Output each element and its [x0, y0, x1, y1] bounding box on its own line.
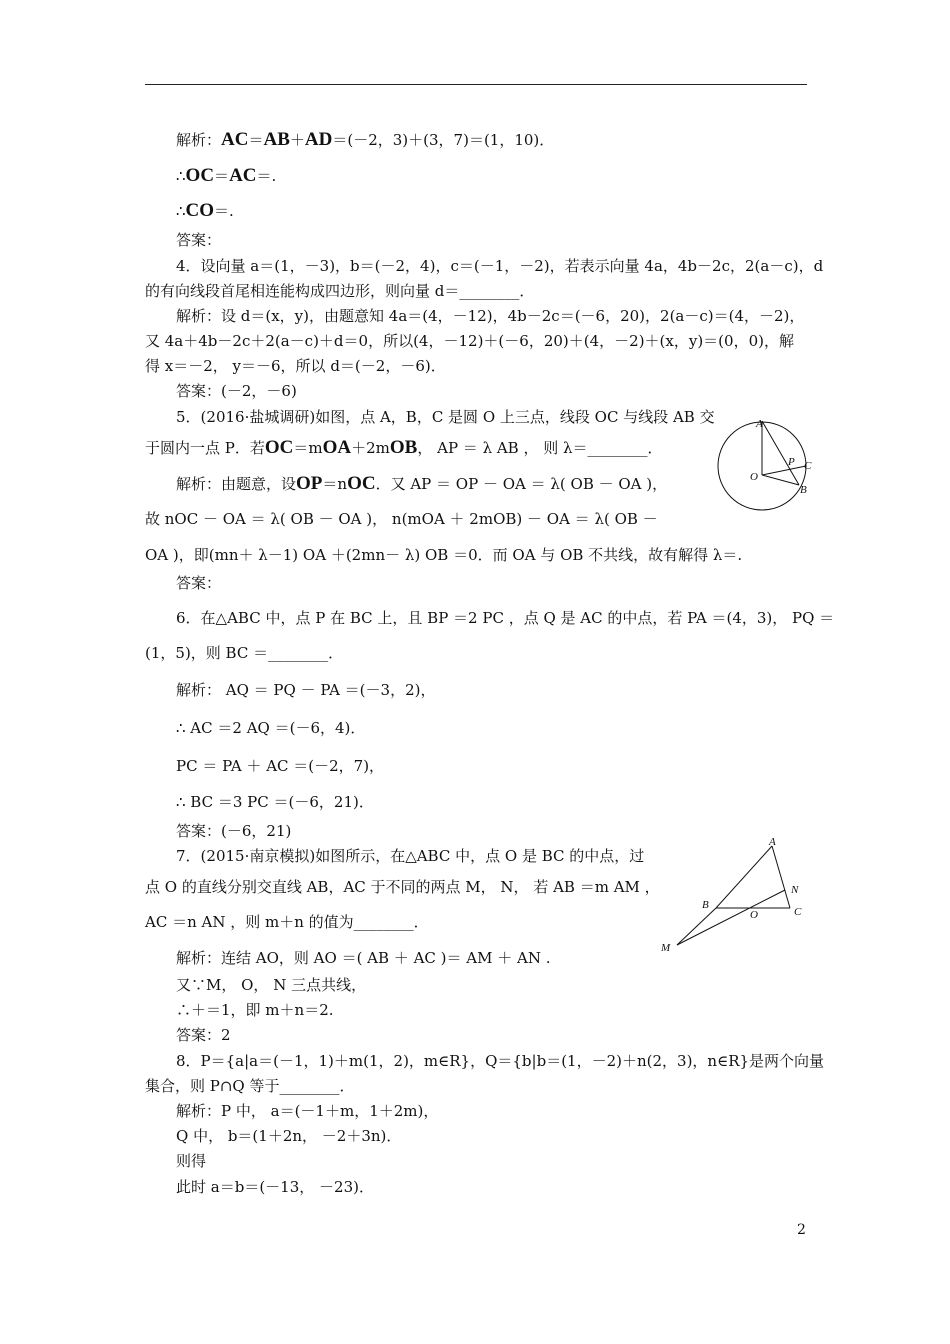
header-rule: [145, 84, 807, 85]
label-b: B: [800, 484, 807, 496]
triangle-figure: [655, 835, 815, 957]
text-line: 8．P＝{a|a＝(－1，1)＋m(1，2)，m∈R}，Q＝{b|b＝(1，－2)＋n(2，3)，n∈R}是两个向量: [176, 1052, 825, 1070]
text-line: 则得: [176, 1152, 207, 1170]
text-line: 解析：P 中， a＝(－1＋m，1＋2m)，: [176, 1102, 439, 1120]
text-line: 此时 a＝b＝(－13， －23)．: [176, 1178, 374, 1196]
label-p: P: [788, 456, 795, 468]
text-line: 解析： AQ ＝ PQ － PA ＝(－3，2)，: [176, 681, 436, 699]
label-c: C: [804, 460, 812, 472]
text-line: 得 x＝－2， y＝－6，所以 d＝(－2，－6)．: [145, 357, 446, 375]
segment-ob: [762, 475, 799, 485]
text-line: (1，5)，则 BC ＝________．: [145, 644, 344, 662]
extension-bm: [677, 908, 716, 945]
label-b: B: [702, 899, 709, 911]
label-o: O: [750, 909, 758, 921]
text-line: ∴＋＝1，即 m＋n＝2.: [176, 1001, 334, 1019]
text-line: 7．(2015·南京模拟)如图所示，在△ABC 中，点 O 是 BC 的中点，过: [176, 847, 645, 865]
text-line: 5．(2016·盐城调研)如图，点 A，B，C 是圆 O 上三点，线段 OC 与线段 AB 交: [176, 408, 715, 426]
text-line: ∴OC＝AC＝.: [176, 165, 277, 186]
text-line: OA )，即(mn＋ λ－1) OA ＋(2mn－ λ) OB ＝0．而 OA 与 OB 不共线，故有解得 λ＝.: [145, 546, 743, 564]
circle-figure: [712, 415, 822, 515]
label-m: M: [661, 942, 671, 954]
text-line: 答案：(－2，－6): [176, 382, 297, 400]
text-line: 解析：连结 AO，则 AO ＝( AB ＋ AC )＝ AM ＋ AN .: [176, 949, 551, 967]
text-line: 点 O 的直线分别交直线 AB，AC 于不同的两点 M， N， 若 AB ＝m AM ，: [145, 878, 660, 896]
line-mn: [677, 890, 785, 945]
side-ac: [772, 846, 790, 908]
text-line: 又 4a＋4b－2c＋2(a－c)＋d＝0，所以(4，－12)＋(－6，20)＋(4，－2)＋(x，y)＝(0，0)，解: [145, 332, 794, 350]
text-line: ∴ BC ＝3 PC ＝(－6，21)．: [176, 793, 374, 811]
segment-oc: [762, 466, 806, 475]
text-line: ∴ AC ＝2 AQ ＝(－6，4)．: [176, 719, 366, 737]
text-line: PC ＝ PA ＋ AC ＝(－2，7)，: [176, 757, 385, 775]
label-c: C: [794, 906, 802, 918]
segment-ab: [762, 421, 799, 485]
text-line: Q 中， b＝(1＋2n， －2＋3n)．: [176, 1127, 402, 1145]
text-line: ∴CO＝.: [176, 200, 234, 221]
text-line: 答案：: [176, 574, 222, 592]
text-line: 解析：AC＝AB＋AD＝(－2，3)＋(3，7)＝(1，10)．: [176, 129, 555, 150]
text-line: 解析：设 d＝(x，y)，由题意知 4a＝(4，－12)，4b－2c＝(－6，20)，2(a－c)＝(4，－2)，: [176, 307, 805, 325]
label-a: A: [756, 418, 763, 430]
label-o: O: [750, 471, 758, 483]
side-ab: [716, 846, 772, 908]
text-line: 的有向线段首尾相连能构成四边形，则向量 d＝________．: [145, 282, 535, 300]
text-line: 答案：(－6，21): [176, 822, 292, 840]
text-line: 答案：2: [176, 1026, 231, 1044]
text-line: 于圆内一点 P．若OC＝mOA＋2mOB， AP ＝ λ AB ， 则 λ＝________．: [145, 437, 663, 458]
text-line: 6．在△ABC 中，点 P 在 BC 上，且 BP ＝2 PC ，点 Q 是 AC 的中点，若 PA ＝(4，3)， PQ ＝: [176, 609, 835, 627]
text-line: 又∵M， O， N 三点共线，: [176, 976, 367, 994]
label-a: A: [769, 836, 776, 848]
text-line: 答案：: [176, 231, 222, 249]
text-line: 解析：由题意，设OP＝nOC．又 AP ＝ OP － OA ＝ λ( OB － OA )，: [176, 473, 668, 494]
text-line: 集合，则 P∩Q 等于________．: [145, 1077, 355, 1095]
text-line: 4．设向量 a＝(1，－3)，b＝(－2，4)，c＝(－1，－2)，若表示向量 4a，4b－2c，2(a－c)，d: [176, 257, 824, 275]
page-number: 2: [797, 1222, 806, 1238]
text-line: AC ＝n AN ，则 m＋n 的值为________．: [145, 913, 429, 931]
text-line: 故 nOC － OA ＝ λ( OB － OA )， n(mOA ＋ 2mOB) － OA ＝ λ( OB －: [145, 510, 658, 528]
label-n: N: [791, 884, 799, 896]
